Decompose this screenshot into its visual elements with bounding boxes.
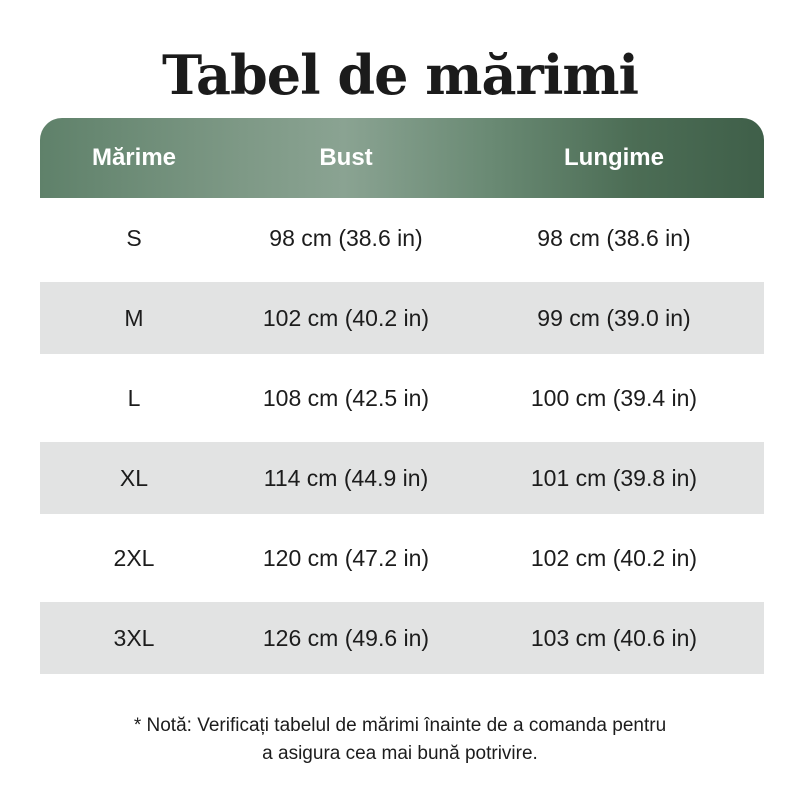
table-row: [40, 198, 764, 278]
cell-bust: 126 cm (49.6 in): [262, 624, 430, 651]
header-size: Mărime: [91, 144, 177, 171]
table-row: [40, 358, 764, 438]
footnote-line-2: a asigura cea mai bună potrivire.: [262, 743, 538, 764]
table-header: [40, 118, 764, 198]
page-title: Tabel de mărimi: [161, 43, 639, 107]
cell-size: S: [126, 224, 142, 251]
cell-length: 98 cm (38.6 in): [537, 224, 691, 251]
cell-size: 2XL: [113, 544, 155, 571]
cell-bust: 114 cm (44.9 in): [263, 464, 429, 491]
cell-bust: 108 cm (42.5 in): [262, 384, 430, 411]
footnote: [0, 712, 800, 768]
cell-length: 103 cm (40.6 in): [530, 624, 698, 651]
cell-bust: 120 cm (47.2 in): [262, 544, 430, 571]
table-row: [40, 282, 764, 354]
header-length: Lungime: [564, 144, 664, 171]
cell-size: L: [127, 384, 141, 411]
cell-size: M: [124, 304, 144, 331]
cell-bust: 98 cm (38.6 in): [269, 224, 423, 251]
cell-length: 100 cm (39.4 in): [530, 384, 698, 411]
cell-size: XL: [119, 464, 149, 491]
table-row: [40, 518, 764, 598]
table-row: [40, 602, 764, 674]
cell-length: 99 cm (39.0 in): [537, 304, 691, 331]
cell-length: 101 cm (39.8 in): [530, 464, 698, 491]
header-bust: Bust: [319, 144, 373, 171]
table-row: [40, 442, 764, 514]
size-table: [40, 118, 764, 678]
footnote-line-1: * Notă: Verificați tabelul de mărimi înainte de a comanda pentru: [133, 715, 667, 736]
cell-size: 3XL: [113, 624, 155, 651]
cell-bust: 102 cm (40.2 in): [262, 304, 430, 331]
cell-length: 102 cm (40.2 in): [530, 544, 698, 571]
